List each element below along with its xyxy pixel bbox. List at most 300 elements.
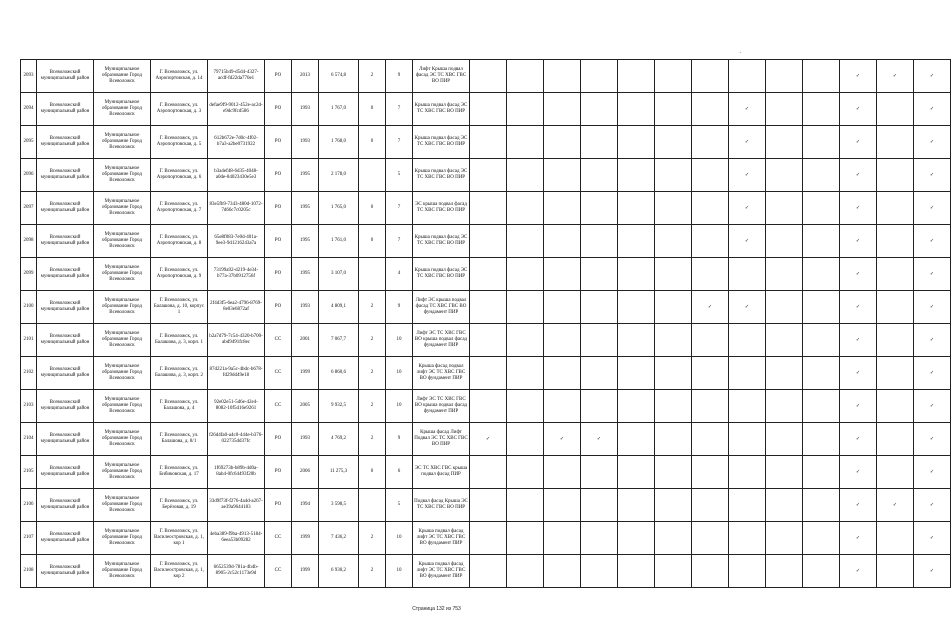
work-mark-cell bbox=[840, 357, 877, 390]
settlement-cell: Муниципальное образование Город Всеволожск bbox=[94, 225, 151, 258]
floors-cell: 4 bbox=[386, 258, 413, 291]
work-mark-cell bbox=[692, 522, 729, 555]
work-mark-cell bbox=[470, 423, 507, 456]
work-mark-cell bbox=[544, 423, 581, 456]
work-mark-cell bbox=[581, 225, 618, 258]
fund-type-cell: СС bbox=[265, 324, 292, 357]
work-mark-cell bbox=[877, 456, 914, 489]
work-mark-cell bbox=[655, 324, 692, 357]
work-mark-cell bbox=[803, 489, 840, 522]
settlement-cell: Муниципальное образование Город Всеволожск bbox=[94, 423, 151, 456]
address-cell: Г. Всеволожск, ул. Балашова, д. 10, корпус 1 bbox=[151, 291, 208, 324]
checkmark-icon: ✓ bbox=[855, 337, 861, 343]
work-mark-cell bbox=[803, 159, 840, 192]
checkmark-icon: ✓ bbox=[929, 304, 935, 310]
work-mark-cell bbox=[470, 258, 507, 291]
work-mark-cell bbox=[877, 522, 914, 555]
table-row bbox=[21, 126, 951, 159]
settlement-cell: Муниципальное образование Город Всеволожск bbox=[94, 159, 151, 192]
work-mark-cell bbox=[914, 357, 951, 390]
table-row bbox=[21, 225, 951, 258]
work-mark-cell bbox=[618, 489, 655, 522]
area-cell: 4 809,1 bbox=[319, 291, 359, 324]
work-mark-cell bbox=[470, 291, 507, 324]
checkmark-icon: ✓ bbox=[855, 502, 861, 508]
work-mark-cell bbox=[729, 126, 766, 159]
work-mark-cell bbox=[840, 258, 877, 291]
table-row bbox=[21, 159, 951, 192]
work-mark-cell bbox=[618, 159, 655, 192]
guid-cell: 87d221a-9a5c-4bdc-b678-fd29dd49e18 bbox=[208, 357, 265, 390]
area-cell: 6 574,8 bbox=[319, 60, 359, 93]
settlement-cell: Муниципальное образование Город Всеволожск bbox=[94, 522, 151, 555]
work-mark-cell bbox=[618, 93, 655, 126]
checkmark-icon: ✓ bbox=[855, 139, 861, 145]
work-mark-cell bbox=[655, 555, 692, 588]
address-cell: Г. Всеволожск, ул. Аэропортовская, д. 7 bbox=[151, 192, 208, 225]
floors-cell: 10 bbox=[386, 522, 413, 555]
work-mark-cell bbox=[692, 258, 729, 291]
work-mark-cell bbox=[840, 522, 877, 555]
work-mark-cell bbox=[692, 93, 729, 126]
checkmark-icon: ✓ bbox=[855, 568, 861, 574]
area-cell: 9 932,5 bbox=[319, 390, 359, 423]
work-mark-cell bbox=[655, 192, 692, 225]
table-row bbox=[21, 192, 951, 225]
year-cell: 2005 bbox=[292, 390, 319, 423]
work-mark-cell bbox=[766, 456, 803, 489]
table-row bbox=[21, 489, 951, 522]
work-mark-cell bbox=[914, 225, 951, 258]
row-number: 2104 bbox=[21, 423, 37, 456]
elevators-cell: 2 bbox=[359, 555, 386, 588]
work-mark-cell bbox=[544, 324, 581, 357]
work-mark-cell bbox=[877, 126, 914, 159]
work-mark-cell bbox=[729, 192, 766, 225]
work-mark-cell bbox=[618, 390, 655, 423]
guid-cell: 4eba389-f9ba-4913-5184-6eea53b09282 bbox=[208, 522, 265, 555]
works-list-cell: Крыша подвал фасад лифт ЭС ТС ХВС ГВС ВО фундамент ПИР bbox=[413, 555, 470, 588]
fund-type-cell: РО bbox=[265, 192, 292, 225]
work-mark-cell bbox=[729, 225, 766, 258]
work-mark-cell bbox=[877, 390, 914, 423]
work-mark-cell bbox=[544, 126, 581, 159]
settlement-cell: Муниципальное образование Город Всеволожск bbox=[94, 93, 151, 126]
work-mark-cell bbox=[618, 357, 655, 390]
work-mark-cell bbox=[766, 159, 803, 192]
floors-cell: 6 bbox=[386, 456, 413, 489]
table-row bbox=[21, 522, 951, 555]
settlement-cell: Муниципальное образование Город Всеволожск bbox=[94, 324, 151, 357]
elevators-cell: 2 bbox=[359, 357, 386, 390]
work-mark-cell bbox=[507, 357, 544, 390]
district-cell: Всеволожский муниципальный район bbox=[37, 126, 94, 159]
work-mark-cell bbox=[692, 192, 729, 225]
district-cell: Всеволожский муниципальный район bbox=[37, 60, 94, 93]
checkmark-icon: ✓ bbox=[929, 568, 935, 574]
works-list-cell: Крыша подвал фасад ЭС ТС ХВС ГВС ВО ПИР bbox=[413, 225, 470, 258]
fund-type-cell: РО bbox=[265, 93, 292, 126]
work-mark-cell bbox=[581, 423, 618, 456]
work-mark-cell bbox=[840, 555, 877, 588]
checkmark-icon: ✓ bbox=[929, 106, 935, 112]
work-mark-cell bbox=[914, 60, 951, 93]
work-mark-cell bbox=[470, 489, 507, 522]
work-mark-cell bbox=[470, 126, 507, 159]
work-mark-cell bbox=[655, 456, 692, 489]
guid-cell: 33d9f73f-f276-4a4d-a267-ae39a9644183 bbox=[208, 489, 265, 522]
checkmark-icon: ✓ bbox=[929, 502, 935, 508]
work-mark-cell bbox=[877, 291, 914, 324]
floors-cell: 10 bbox=[386, 357, 413, 390]
elevators-cell: 0 bbox=[359, 126, 386, 159]
row-number: 2097 bbox=[21, 192, 37, 225]
work-mark-cell bbox=[840, 291, 877, 324]
work-mark-cell bbox=[766, 225, 803, 258]
work-mark-cell bbox=[803, 324, 840, 357]
checkmark-icon: ✓ bbox=[929, 337, 935, 343]
checkmark-icon: ✓ bbox=[855, 238, 861, 244]
checkmark-icon: ✓ bbox=[929, 172, 935, 178]
work-mark-cell bbox=[877, 159, 914, 192]
work-mark-cell bbox=[544, 192, 581, 225]
work-mark-cell bbox=[507, 555, 544, 588]
work-mark-cell bbox=[581, 126, 618, 159]
work-mark-cell bbox=[618, 522, 655, 555]
guid-cell: b2a7d79-7c54-4320-b700-abd9491fc8ec bbox=[208, 324, 265, 357]
work-mark-cell bbox=[470, 357, 507, 390]
work-mark-cell bbox=[470, 555, 507, 588]
checkmark-icon: ✓ bbox=[855, 106, 861, 112]
row-number: 2096 bbox=[21, 159, 37, 192]
checkmark-icon: ✓ bbox=[855, 73, 861, 79]
guid-cell: 83e5fb9-7343-480d-1072-7d66c7c0205c bbox=[208, 192, 265, 225]
work-mark-cell bbox=[729, 60, 766, 93]
housing-register-table bbox=[20, 59, 951, 588]
work-mark-cell bbox=[470, 159, 507, 192]
work-mark-cell bbox=[692, 225, 729, 258]
work-mark-cell bbox=[729, 522, 766, 555]
area-cell: 7 436,2 bbox=[319, 522, 359, 555]
area-cell: 7 067,7 bbox=[319, 324, 359, 357]
work-mark-cell bbox=[766, 324, 803, 357]
fund-type-cell: СС bbox=[265, 555, 292, 588]
district-cell: Всеволожский муниципальный район bbox=[37, 423, 94, 456]
address-cell: Г. Всеволожск, ул. Аэропортовская, д. 3 bbox=[151, 93, 208, 126]
work-mark-cell bbox=[840, 60, 877, 93]
work-mark-cell bbox=[581, 258, 618, 291]
guid-cell: 2f4d3f5-6ea2-4796-8769-8e03e6872af bbox=[208, 291, 265, 324]
elevators-cell: 2 bbox=[359, 522, 386, 555]
works-list-cell: Лифт ЭС крыша подвал фасад ТС ХВС ГВС ВО фундамент ПИР bbox=[413, 291, 470, 324]
works-list-cell: Крыша подвал фасад лифт ЭС ТС ХВС ГВС ВО фундамент ПИР bbox=[413, 522, 470, 555]
work-mark-cell bbox=[877, 192, 914, 225]
year-cell: 1995 bbox=[292, 159, 319, 192]
work-mark-cell bbox=[581, 555, 618, 588]
row-number: 2095 bbox=[21, 126, 37, 159]
floors-cell: 10 bbox=[386, 390, 413, 423]
checkmark-icon: ✓ bbox=[929, 238, 935, 244]
checkmark-icon: ✓ bbox=[855, 304, 861, 310]
work-mark-cell bbox=[544, 522, 581, 555]
work-mark-cell bbox=[581, 489, 618, 522]
work-mark-cell bbox=[766, 291, 803, 324]
work-mark-cell bbox=[766, 555, 803, 588]
district-cell: Всеволожский муниципальный район bbox=[37, 390, 94, 423]
district-cell: Всеволожский муниципальный район bbox=[37, 93, 94, 126]
row-number: 2101 bbox=[21, 324, 37, 357]
work-mark-cell bbox=[914, 126, 951, 159]
work-mark-cell bbox=[729, 324, 766, 357]
work-mark-cell bbox=[803, 192, 840, 225]
work-mark-cell bbox=[544, 225, 581, 258]
work-mark-cell bbox=[581, 93, 618, 126]
guid-cell: 6652539d-781a-4b4b-8905-2c52c1173e9d bbox=[208, 555, 265, 588]
work-mark-cell bbox=[766, 126, 803, 159]
settlement-cell: Муниципальное образование Город Всеволожск bbox=[94, 555, 151, 588]
work-mark-cell bbox=[507, 324, 544, 357]
works-list-cell: Крыша подвал фасад ЭС ТС ХВС ГВС ВО ПИР bbox=[413, 93, 470, 126]
work-mark-cell bbox=[618, 192, 655, 225]
work-mark-cell bbox=[581, 291, 618, 324]
checkmark-icon: ✓ bbox=[929, 403, 935, 409]
floors-cell: 10 bbox=[386, 324, 413, 357]
area-cell: 2 178,0 bbox=[319, 159, 359, 192]
elevators-cell: 0 bbox=[359, 93, 386, 126]
checkmark-icon: ✓ bbox=[744, 139, 750, 145]
checkmark-icon: ✓ bbox=[855, 172, 861, 178]
work-mark-cell bbox=[877, 489, 914, 522]
checkmark-icon: ✓ bbox=[744, 238, 750, 244]
work-mark-cell bbox=[692, 555, 729, 588]
work-mark-cell bbox=[729, 159, 766, 192]
work-mark-cell bbox=[581, 357, 618, 390]
work-mark-cell bbox=[507, 522, 544, 555]
address-cell: Г. Всеволожск, ул. Берёзовая, д. 19 bbox=[151, 489, 208, 522]
work-mark-cell bbox=[544, 489, 581, 522]
work-mark-cell bbox=[655, 423, 692, 456]
year-cell: 1994 bbox=[292, 489, 319, 522]
work-mark-cell bbox=[618, 291, 655, 324]
checkmark-icon: ✓ bbox=[855, 469, 861, 475]
work-mark-cell bbox=[914, 489, 951, 522]
corner-mark: . bbox=[740, 49, 742, 55]
elevators-cell: 2 bbox=[359, 291, 386, 324]
work-mark-cell bbox=[877, 357, 914, 390]
work-mark-cell bbox=[544, 60, 581, 93]
checkmark-icon: ✓ bbox=[855, 205, 861, 211]
work-mark-cell bbox=[544, 258, 581, 291]
work-mark-cell bbox=[729, 555, 766, 588]
area-cell: 6 860,6 bbox=[319, 357, 359, 390]
work-mark-cell bbox=[544, 159, 581, 192]
row-number: 2100 bbox=[21, 291, 37, 324]
floors-cell: 7 bbox=[386, 225, 413, 258]
work-mark-cell bbox=[766, 423, 803, 456]
address-cell: Г. Всеволожск, ул. Василеостровская, д. 1, кор 1 bbox=[151, 522, 208, 555]
works-list-cell: Лифт ЭС ТС ХВС ГВС ВО крыша подвал фасад фундамент ПИР bbox=[413, 390, 470, 423]
table-row bbox=[21, 324, 951, 357]
page-number: Страница 132 из 753 bbox=[412, 606, 461, 612]
work-mark-cell bbox=[803, 522, 840, 555]
work-mark-cell bbox=[507, 159, 544, 192]
table-row bbox=[21, 60, 951, 93]
works-list-cell: Крыша фасад подвал лифт ЭС ТС ХВС ГВС ВО фундамент ПИР bbox=[413, 357, 470, 390]
checkmark-icon: ✓ bbox=[929, 535, 935, 541]
table-row bbox=[21, 555, 951, 588]
row-number: 2106 bbox=[21, 489, 37, 522]
floors-cell: 7 bbox=[386, 126, 413, 159]
work-mark-cell bbox=[692, 423, 729, 456]
checkmark-icon: ✓ bbox=[929, 469, 935, 475]
work-mark-cell bbox=[914, 159, 951, 192]
work-mark-cell bbox=[803, 225, 840, 258]
year-cell: 1995 bbox=[292, 258, 319, 291]
elevators-cell: 2 bbox=[359, 60, 386, 93]
elevators-cell: 2 bbox=[359, 390, 386, 423]
work-mark-cell bbox=[655, 291, 692, 324]
checkmark-icon: ✓ bbox=[855, 436, 861, 442]
address-cell: Г. Всеволожск, ул. Аэропортовская, д. 14 bbox=[151, 60, 208, 93]
district-cell: Всеволожский муниципальный район bbox=[37, 192, 94, 225]
year-cell: 2001 bbox=[292, 324, 319, 357]
work-mark-cell bbox=[470, 93, 507, 126]
work-mark-cell bbox=[914, 456, 951, 489]
work-mark-cell bbox=[840, 93, 877, 126]
area-cell: 3 598,5 bbox=[319, 489, 359, 522]
checkmark-icon: ✓ bbox=[744, 205, 750, 211]
work-mark-cell bbox=[803, 93, 840, 126]
work-mark-cell bbox=[914, 324, 951, 357]
work-mark-cell bbox=[507, 60, 544, 93]
year-cell: 1993 bbox=[292, 423, 319, 456]
work-mark-cell bbox=[544, 291, 581, 324]
work-mark-cell bbox=[766, 390, 803, 423]
work-mark-cell bbox=[470, 60, 507, 93]
works-list-cell: Крыша подвал фасад ЭС ТС ХВС ГВС ВО ПИР bbox=[413, 258, 470, 291]
fund-type-cell: СС bbox=[265, 522, 292, 555]
work-mark-cell bbox=[877, 258, 914, 291]
settlement-cell: Муниципальное образование Город Всеволожск bbox=[94, 489, 151, 522]
guid-cell: 73199a92-d219-4e34-b77a-37b0912756f bbox=[208, 258, 265, 291]
year-cell: 1999 bbox=[292, 357, 319, 390]
work-mark-cell bbox=[581, 159, 618, 192]
area-cell: 6 930,2 bbox=[319, 555, 359, 588]
checkmark-icon: ✓ bbox=[929, 73, 935, 79]
elevators-cell: 0 bbox=[359, 225, 386, 258]
address-cell: Г. Всеволожск, ул. Балашова, д. 3, корп. 1 bbox=[151, 324, 208, 357]
work-mark-cell bbox=[470, 225, 507, 258]
work-mark-cell bbox=[877, 324, 914, 357]
settlement-cell: Муниципальное образование Город Всеволожск bbox=[94, 126, 151, 159]
work-mark-cell bbox=[692, 456, 729, 489]
floors-cell: 9 bbox=[386, 60, 413, 93]
work-mark-cell bbox=[877, 93, 914, 126]
checkmark-icon: ✓ bbox=[929, 370, 935, 376]
work-mark-cell bbox=[655, 93, 692, 126]
district-cell: Всеволожский муниципальный район bbox=[37, 159, 94, 192]
work-mark-cell bbox=[729, 423, 766, 456]
works-list-cell: Крыша подвал фасад ЭС ТС ХВС ГВС ВО ПИР bbox=[413, 126, 470, 159]
work-mark-cell bbox=[692, 357, 729, 390]
work-mark-cell bbox=[655, 225, 692, 258]
elevators-cell: 0 bbox=[359, 456, 386, 489]
work-mark-cell bbox=[581, 324, 618, 357]
work-mark-cell bbox=[766, 60, 803, 93]
year-cell: 1993 bbox=[292, 291, 319, 324]
table-body bbox=[21, 60, 951, 588]
guid-cell: 612b672e-7d0c-4f02-b7a3-a2be0731922 bbox=[208, 126, 265, 159]
checkmark-icon: ✓ bbox=[485, 436, 491, 442]
work-mark-cell bbox=[581, 192, 618, 225]
work-mark-cell bbox=[581, 390, 618, 423]
work-mark-cell bbox=[470, 324, 507, 357]
work-mark-cell bbox=[692, 291, 729, 324]
guid-cell: 1f69273b-b89b-4d0a-8ab4-0fc64493f20b bbox=[208, 456, 265, 489]
work-mark-cell bbox=[692, 324, 729, 357]
work-mark-cell bbox=[618, 258, 655, 291]
elevators-cell bbox=[359, 489, 386, 522]
address-cell: Г. Всеволожск, ул. Аэропортовская, д. 8 bbox=[151, 225, 208, 258]
guid-cell: 92e02e51-5d6e-42e4-8082-10f5d16e9261 bbox=[208, 390, 265, 423]
elevators-cell: 0 bbox=[359, 192, 386, 225]
floors-cell: 9 bbox=[386, 423, 413, 456]
address-cell: Г. Всеволожск, ул. Аэропортовская, д. 9 bbox=[151, 258, 208, 291]
work-mark-cell bbox=[803, 390, 840, 423]
address-cell: Г. Всеволожск, ул. Балашова, д. 8/1 bbox=[151, 423, 208, 456]
district-cell: Всеволожский муниципальный район bbox=[37, 522, 94, 555]
work-mark-cell bbox=[618, 456, 655, 489]
guid-cell: 65e8f083-7e0d-401a-9ee3-9d1216243a7a bbox=[208, 225, 265, 258]
work-mark-cell bbox=[729, 456, 766, 489]
work-mark-cell bbox=[618, 60, 655, 93]
fund-type-cell: СС bbox=[265, 390, 292, 423]
works-list-cell: Крыша подвал фасад ЭС ТС ХВС ГВС ВО ПИР bbox=[413, 159, 470, 192]
guid-cell: 79715b49-d5d4-4327-acdf-fd22da770e1 bbox=[208, 60, 265, 93]
work-mark-cell bbox=[877, 60, 914, 93]
work-mark-cell bbox=[618, 126, 655, 159]
work-mark-cell bbox=[618, 225, 655, 258]
work-mark-cell bbox=[914, 291, 951, 324]
checkmark-icon: ✓ bbox=[744, 304, 750, 310]
district-cell: Всеволожский муниципальный район bbox=[37, 357, 94, 390]
table-row bbox=[21, 456, 951, 489]
row-number: 2094 bbox=[21, 93, 37, 126]
guid-cell: b3a4ef48-6d35-4048-a0de-84023430e5e3 bbox=[208, 159, 265, 192]
table-row bbox=[21, 357, 951, 390]
work-mark-cell bbox=[655, 159, 692, 192]
district-cell: Всеволожский муниципальный район bbox=[37, 225, 94, 258]
work-mark-cell bbox=[914, 390, 951, 423]
work-mark-cell bbox=[470, 522, 507, 555]
district-cell: Всеволожский муниципальный район bbox=[37, 324, 94, 357]
table-row bbox=[21, 390, 951, 423]
district-cell: Всеволожский муниципальный район bbox=[37, 456, 94, 489]
year-cell: 1995 bbox=[292, 192, 319, 225]
checkmark-icon: ✓ bbox=[744, 172, 750, 178]
work-mark-cell bbox=[803, 258, 840, 291]
work-mark-cell bbox=[507, 258, 544, 291]
work-mark-cell bbox=[803, 357, 840, 390]
row-number: 2107 bbox=[21, 522, 37, 555]
work-mark-cell bbox=[655, 126, 692, 159]
floors-cell: 10 bbox=[386, 555, 413, 588]
work-mark-cell bbox=[914, 555, 951, 588]
district-cell: Всеволожский муниципальный район bbox=[37, 489, 94, 522]
work-mark-cell bbox=[581, 60, 618, 93]
work-mark-cell bbox=[655, 60, 692, 93]
checkmark-icon: ✓ bbox=[929, 205, 935, 211]
